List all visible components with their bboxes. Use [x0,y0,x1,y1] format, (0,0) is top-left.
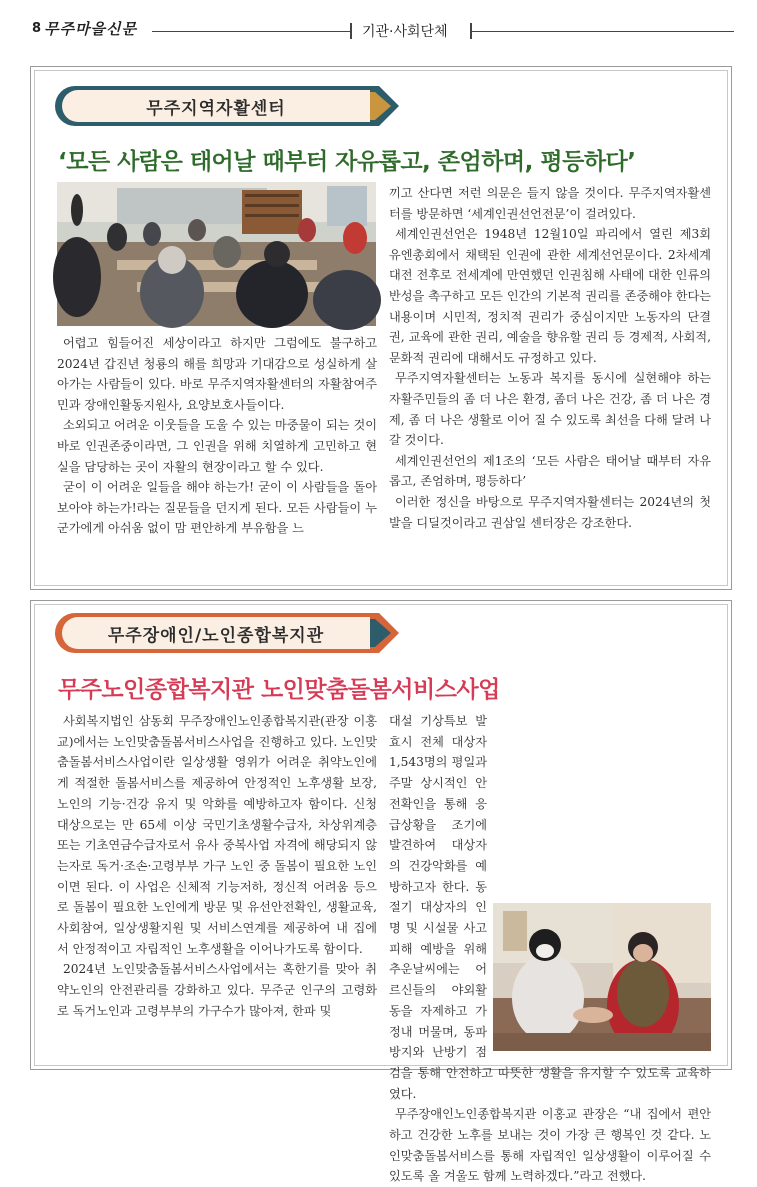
article1-banner [55,86,400,126]
article1-paragraph: 끼고 산다면 저런 의문은 들지 않을 것이다. 무주지역자활센터를 방문하면 ‘세계인권선언전문’이 걸려있다. [389,186,711,221]
article2-organization: 무주장애인/노인종합복지관 [107,625,325,646]
article2-left-column [57,711,377,1022]
header-rule [472,31,734,32]
article2-headline: 무주노인종합복지관 노인맞춤돌봄서비스사업 [58,677,500,703]
article1-paragraph: 세계인권선언의 제1조의 ‘모든 사람은 태어날 때부터 자유롭고, 존엄하며, 평등하다’ [389,453,711,489]
publication-logo: 무주마을신문 [44,20,137,38]
banner-arrow-icon [367,86,401,126]
article1-organization: 무주지역자활센터 [146,98,286,119]
article2-paragraph: 2024년 노인맞춤돌봄서비스사업에서는 혹한기를 맞아 취약노인의 안전관리를 강화하고 있다. 무주군 인구의 고령화로 독거노인과 고령부부의 가구수가 많아져, 한파 및 [57,962,377,1018]
section-title: 기관·사회단체 [362,24,448,40]
article1-right-column [389,183,711,533]
header-tick [350,23,352,39]
article1-paragraph: 이러한 정신을 바탕으로 무주지역자활센터는 2024년의 첫 발을 디딜것이라고 권삼일 센터장은 강조한다. [389,494,711,530]
article1-photo [57,182,376,326]
article2-right-column [389,711,711,1187]
article2-photo [493,903,711,1051]
page-header [32,18,732,46]
article1-headline: ‘모든 사람은 태어날 때부터 자유롭고, 존엄하며, 평등하다’ [58,149,636,175]
article2-paragraph: 무주장애인노인종합복지관 이홍교 관장은 “내 집에서 편안하고 건강한 노후를 보내는 것이 가장 큰 행복인 것 같다. 노인맞춤돌봄서비스를 통해 자립적인 일상생활이 이루어질 수 있도록 올 겨울도 함께 노력하겠다.”라고 전했다. [389,1107,711,1184]
article1-paragraph: 굳이 이 어려운 일들을 해야 하는가! 굳이 이 사람들을 돌아보아야 하는가!라는 질문들을 던지게 된다. 모든 사람들이 누군가에게 아쉬움 없이 맘 편안하게 부유함을 느 [57,480,377,536]
article1-paragraph: 소외되고 어려운 이웃들을 도울 수 있는 마중물이 되는 것이 바로 인권존중이라면, 그 인권을 위해 치열하게 고민하고 현실을 담당하는 곳이 자활의 현장이라고 할 수 있다. [57,418,377,474]
article2-paragraph: 사회복지법인 삼동회 무주장애인노인종합복지관(관장 이홍교)에서는 노인맞춤돌봄서비스사업을 진행하고 있다. 노인맞춤돌봄서비스사업이란 일상생활 영위가 어려운 취약노인에게 적절한 돌봄서비스를 제공하여 안정적인 노후생활 보장, 노인의 기능·건강 유지 및 악화를 예방하고자 함이다. 신청 대상으로는 만 65세 이상 국민기초생활수급자, 차상위계층 또는 기초연금수급자로서 유사 중복사업 자격에 해당되지 않는자로 독거·조손·고령부부 가구 노인 중 돌봄이 필요한 노인이면 된다. 이 사업은 신체적 기능저하, 정신적 어려움 등으로 돌봄이 필요한 노인에게 방문 및 유선안전확인, 생활교육, 사회참여, 일상생활지원 및 서비스연계를 제공하여 내 집에서 안정적이고 자립적인 노후생활을 이어나가도록 함이다. [57,714,377,956]
article1-paragraph: 세계인권선언은 1948년 12월10일 파리에서 열린 제3회 유엔총회에서 채택된 인권에 관한 세계선언문이다. 2차세계대전 전후로 전세계에 만연했던 인권침해 사태에 대한 인류의 반성을 촉구하고 모든 인간의 기본적 권리를 존중해야 한다는 내용이며 시민적, 정치적 권리가 중심이지만 노동자의 단결권, 교육에 관한 권리, 예술을 향유할 권리 등 경제적, 사회적, 문화적 권리에 대해서도 규정하고 있다. [389,227,711,365]
article1-paragraph: 어렵고 힘들어진 세상이라고 하지만 그럼에도 불구하고 2024년 갑진년 청룡의 해를 희망과 기대감으로 성실하게 살아가는 사람들이 있다. 바로 무주지역자활센터의 자활참여주민과 장애인활동지원사, 요양보호사들이다. [57,336,377,412]
article2-paragraph: 대설 기상특보 발효시 전체 대상자 1,543명의 평일과 주말 상시적인 안전확인을 통해 응급상황을 조기에 발견하여 대상자의 건강악화를 예방하고자 한다. 동절기 대상자의 인명 및 시설물 사고피해 예방을 위해 추운날씨에는 어르신들의 야외활동을 자제하고 가정내 머물며, 동파방지와 난방기 점검을 통해 안전하고 따뜻한 생활을 유지할 수 있도록 교육하였다. [389,714,711,1101]
article1-paragraph: 무주지역자활센터는 노동과 복지를 동시에 실현해야 하는 자활주민들의 좀 더 나은 환경, 좀더 나은 건강, 좀 더 나은 경제, 좀 더 나은 생활로 이어 질 수 있도록 최선을 다해 달려 나갈 것이다. [389,371,711,448]
article2-banner [55,613,400,653]
page-number: 8 [32,21,42,36]
banner-arrow-icon [367,613,401,653]
article1-left-column [57,333,377,539]
header-rule [152,31,352,32]
